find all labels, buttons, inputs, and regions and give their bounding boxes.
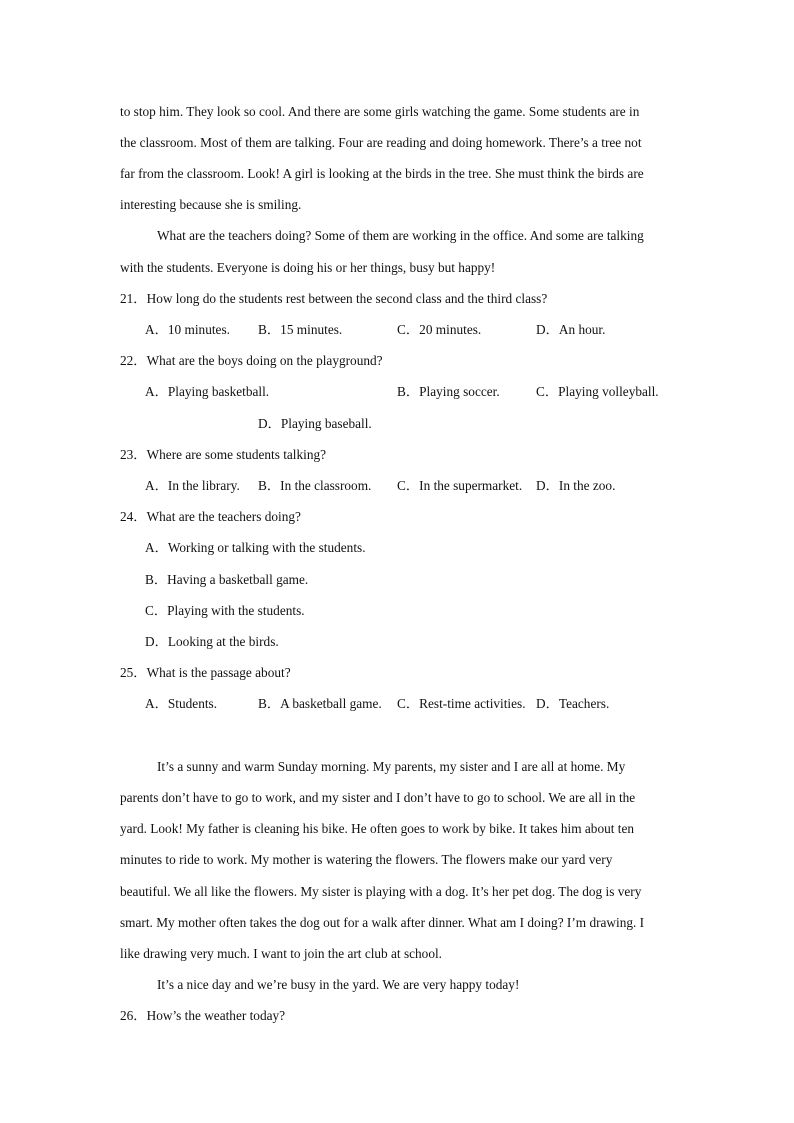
option-a: A．In the library. [145,478,240,493]
option-a: A．Students. [145,696,218,711]
passage-line: far from the classroom. Look! A girl is looking at the birds in the tree. She must think the birds are [120,166,644,181]
option-a: A．Playing basketball. [145,384,270,399]
passage-line: minutes to ride to work. My mother is watering the flowers. The flowers make our yard very [120,852,613,867]
passage-line: to stop him. They look so cool. And there are some girls watching the game. Some students are in [120,104,640,119]
option-d: D．Playing baseball. [258,416,372,431]
option-c: C．In the supermarket. [397,478,523,493]
option-d: D．Looking at the birds. [145,634,279,649]
passage-line: beautiful. We all like the flowers. My sister is playing with a dog. It’s her pet dog. The dog is very [120,884,642,899]
option-b: B．Playing soccer. [397,384,500,399]
option-d: D．Teachers. [536,696,610,711]
question-stem: 21．How long do the students rest between the second class and the third class? [120,291,548,306]
question-stem: 22．What are the boys doing on the playground? [120,353,383,368]
option-d: D．In the zoo. [536,478,616,493]
passage-line: yard. Look! My father is cleaning his bike. He often goes to work by bike. It takes him about ten [120,821,635,836]
option-d: D．An hour. [536,322,606,337]
option-b: B．Having a basketball game. [145,572,309,587]
passage-line: What are the teachers doing? Some of them are working in the office. And some are talking [157,228,644,243]
passage-line: It’s a nice day and we’re busy in the yard. We are very happy today! [157,977,520,992]
option-c: C．Playing volleyball. [536,384,659,399]
passage-line: parents don’t have to go to work, and my sister and I don’t have to go to school. We are all in the [120,790,636,805]
passage-line: It’s a sunny and warm Sunday morning. My parents, my sister and I are all at home. My [157,759,626,774]
option-c: C．Rest-time activities. [397,696,526,711]
option-b: B．In the classroom. [258,478,372,493]
passage-line: like drawing very much. I want to join the art club at school. [120,946,442,961]
option-b: B．A basketball game. [258,696,382,711]
option-b: B．15 minutes. [258,322,343,337]
passage-line: with the students. Everyone is doing his or her things, busy but happy! [120,260,496,275]
passage-line: the classroom. Most of them are talking. Four are reading and doing homework. There’s a tree not [120,135,642,150]
option-a: A．10 minutes. [145,322,230,337]
question-stem: 26．How’s the weather today? [120,1008,286,1023]
option-c: C．20 minutes. [397,322,482,337]
question-stem: 24．What are the teachers doing? [120,509,301,524]
question-stem: 25．What is the passage about? [120,665,291,680]
passage-line: smart. My mother often takes the dog out for a walk after dinner. What am I doing? I’m drawing. I [120,915,645,930]
passage-line: interesting because she is smiling. [120,197,302,212]
option-a: A．Working or talking with the students. [145,540,366,555]
option-c: C．Playing with the students. [145,603,305,618]
question-stem: 23．Where are some students talking? [120,447,327,462]
